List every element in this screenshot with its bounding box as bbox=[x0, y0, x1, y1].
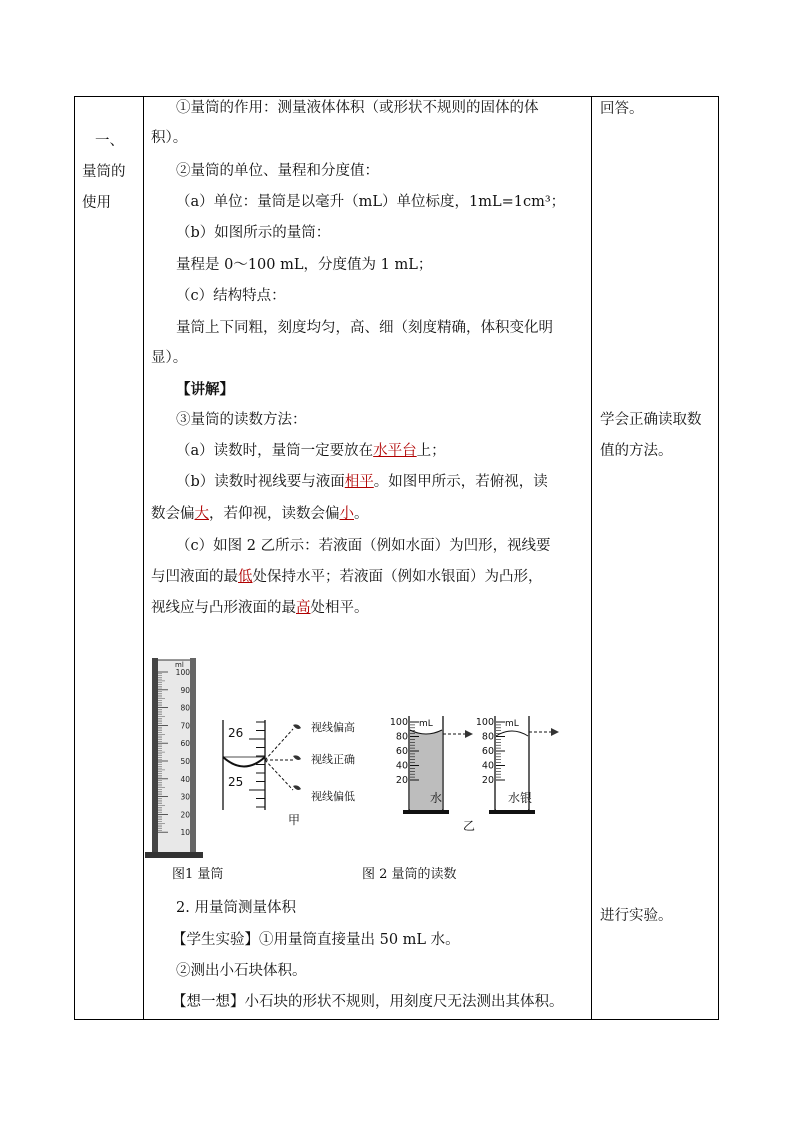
section-title: 使用 bbox=[82, 195, 111, 211]
view-label: 视线偏高 bbox=[311, 721, 355, 734]
scale-label: 80 bbox=[180, 703, 190, 713]
unit-label: mL bbox=[419, 719, 433, 729]
paragraph: 积）。 bbox=[151, 130, 188, 146]
measuring-cylinder-figure bbox=[143, 652, 591, 867]
eye-icon bbox=[551, 728, 559, 736]
paragraph: ③量筒的读数方法： bbox=[176, 412, 307, 428]
paragraph: 2. 用量筒测量体积 bbox=[176, 900, 296, 916]
scale-label: 100 bbox=[389, 717, 408, 728]
cylinder-unit: ml bbox=[175, 661, 184, 669]
scale-label: 40 bbox=[481, 760, 494, 772]
mercury-cylinder-diagram bbox=[476, 716, 559, 814]
liquid-label: 水 bbox=[430, 791, 443, 805]
paragraph: 【想一想】小石块的形状不规则，用刻度尺无法测出其体积。 bbox=[172, 994, 564, 1010]
liquid-label: 水银 bbox=[508, 791, 533, 805]
scale-label: 60 bbox=[395, 746, 408, 757]
paragraph: ②量筒的单位、量程和分度值： bbox=[176, 163, 379, 179]
scale-label: 20 bbox=[481, 775, 494, 786]
section-number: 一、 bbox=[95, 133, 124, 149]
scale-label: 60 bbox=[180, 739, 190, 749]
water-cylinder-diagram bbox=[390, 716, 473, 814]
eye-icon bbox=[465, 730, 473, 738]
meniscus-diagram bbox=[223, 720, 355, 827]
scale-label: 90 bbox=[180, 685, 190, 695]
paragraph: 【学生实验】①用量筒直接量出 50 mL 水。 bbox=[172, 932, 460, 948]
scale-label: 10 bbox=[180, 828, 190, 838]
eye-icon bbox=[293, 724, 301, 729]
paragraph: （a）读数时，量筒一定要放在水平台上； bbox=[176, 443, 446, 459]
column-divider bbox=[143, 97, 144, 1019]
paragraph: （c）结构特点： bbox=[176, 288, 286, 304]
paragraph: 量筒上下同粗，刻度均匀，高、细（刻度精确，体积变化明 bbox=[176, 320, 553, 336]
lecture-heading: 【讲解】 bbox=[176, 381, 234, 398]
paragraph: 数会偏大，若仰视，读数会偏小。 bbox=[151, 506, 369, 522]
scale-label: 80 bbox=[481, 731, 494, 743]
scale-label: 30 bbox=[180, 792, 190, 802]
section-title: 量筒的 bbox=[82, 164, 126, 180]
unit-label: mL bbox=[505, 719, 519, 729]
scale-label: 100 bbox=[175, 668, 190, 677]
answer-blank: 大 bbox=[194, 506, 209, 522]
eye-icon bbox=[293, 785, 301, 790]
scale-label: 80 bbox=[395, 731, 408, 743]
lesson-table bbox=[74, 96, 719, 1020]
view-label: 视线正确 bbox=[311, 753, 355, 766]
scale-label: 50 bbox=[180, 757, 190, 766]
scale-label: 20 bbox=[180, 810, 190, 820]
paragraph: （a）单位：量筒是以毫升（mL）单位标度，1mL=1cm³； bbox=[176, 194, 566, 210]
answer-blank: 高 bbox=[296, 600, 311, 616]
paragraph: 与凹液面的最低处保持水平；若液面（例如水银面）为凸形， bbox=[151, 569, 543, 585]
figure-caption: 图 2 量筒的读数 bbox=[362, 867, 457, 882]
note: 进行实验。 bbox=[600, 908, 673, 924]
scale-label: 70 bbox=[180, 721, 190, 731]
scale-label: 60 bbox=[481, 746, 494, 757]
note: 回答。 bbox=[600, 101, 644, 117]
paragraph: ②测出小石块体积。 bbox=[176, 963, 307, 979]
column-divider bbox=[591, 97, 592, 1019]
figure-label: 甲 bbox=[288, 813, 301, 827]
answer-blank: 水平台 bbox=[373, 443, 417, 459]
paragraph: （b）读数时视线要与液面相平。如图甲所示，若俯视，读 bbox=[176, 474, 548, 490]
answer-blank: 相平 bbox=[344, 474, 374, 490]
paragraph: 显）。 bbox=[151, 350, 188, 366]
scale-label: 40 bbox=[395, 760, 408, 772]
scale-value: 26 bbox=[228, 726, 244, 740]
paragraph: 视线应与凸形液面的最高处相平。 bbox=[151, 600, 369, 616]
paragraph: （c）如图 2 乙所示：若液面（例如水面）为凹形，视线要 bbox=[176, 538, 551, 554]
figure-label: 乙 bbox=[463, 819, 476, 833]
note: 值的方法。 bbox=[600, 443, 673, 459]
scale-label: 20 bbox=[395, 775, 408, 786]
paragraph: （b）如图所示的量筒： bbox=[176, 225, 331, 241]
scale-label: 100 bbox=[475, 717, 494, 728]
eye-icon bbox=[293, 755, 301, 760]
answer-blank: 小 bbox=[339, 506, 354, 522]
view-label: 视线偏低 bbox=[311, 790, 355, 803]
answer-blank: 低 bbox=[238, 569, 253, 585]
paragraph: 量程是 0～100 mL，分度值为 1 mL； bbox=[176, 257, 433, 273]
cylinder-diagram bbox=[145, 658, 203, 858]
figure-caption: 图1 量筒 bbox=[172, 867, 224, 882]
scale-value: 25 bbox=[228, 775, 244, 789]
scale-label: 40 bbox=[180, 774, 190, 784]
paragraph: ①量筒的作用：测量液体体积（或形状不规则的固体的体 bbox=[176, 100, 539, 116]
note: 学会正确读取数 bbox=[600, 412, 702, 428]
